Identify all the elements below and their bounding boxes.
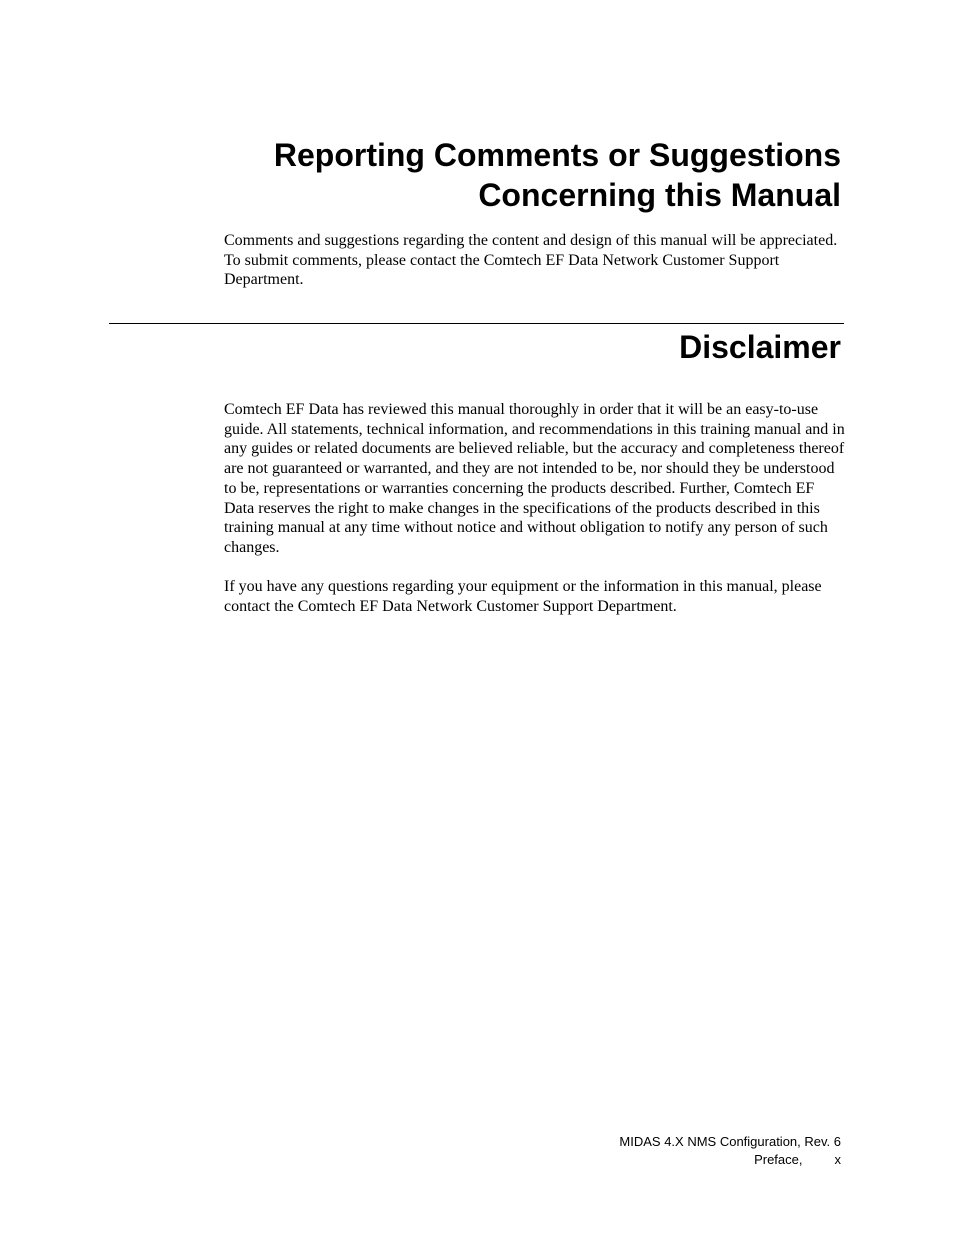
section-divider	[109, 323, 844, 324]
footer-page-ref	[619, 1151, 841, 1169]
section-heading-disclaimer: Disclaimer	[679, 329, 841, 365]
heading-line-2: Concerning this Manual	[478, 177, 841, 213]
footer-page-number: x	[834, 1152, 841, 1167]
section-heading-comments	[141, 135, 841, 215]
footer-section: Preface,	[754, 1152, 803, 1167]
heading-line-1: Reporting Comments or Suggestions	[273, 137, 841, 173]
footer-doc-title: MIDAS 4.X NMS Configuration, Rev. 6	[619, 1134, 841, 1149]
page-footer	[619, 1133, 841, 1169]
contact-paragraph: If you have any questions regarding your equipment or the information in this manual, please contact the Comtech EF Data Network Customer Support Department.	[224, 578, 822, 615]
disclaimer-paragraph: Comtech EF Data has reviewed this manual thoroughly in order that it will be an easy-to-use guide. All statements, technical information, and recommendations in this training manual and in any guides or related documents are believed reliable, but the accuracy and completeness thereof are not guaranteed or warranted, and they are not intended to be, nor should they be understood to be, representations or warranties concerning the products described. Further, Comtech EF Data reserves the right to make changes in the specifications of the products described in this training manual at any time without notice and without obligation to notify any person of such changes.	[224, 401, 845, 556]
comments-paragraph: Comments and suggestions regarding the content and design of this manual will be appreciated. To submit comments, please contact the Comtech EF Data Network Customer Support Department.	[224, 232, 838, 289]
